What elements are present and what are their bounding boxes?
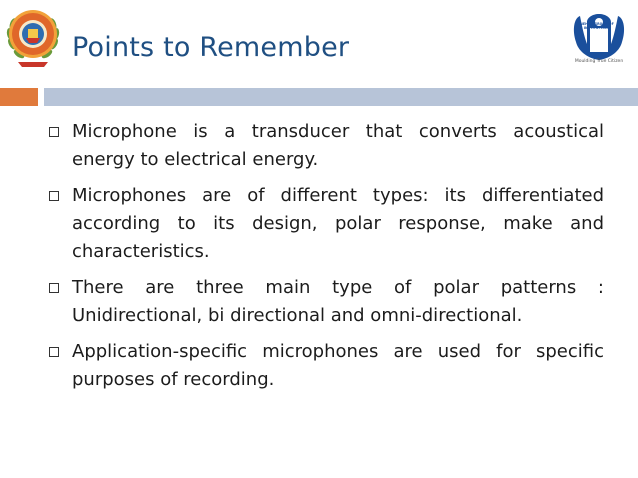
bullet-text: Application-specific microphones are used for specific purposes of recording.	[72, 341, 604, 390]
bullet-item	[48, 118, 604, 174]
accent-bar	[0, 88, 38, 106]
bullet-list	[48, 118, 604, 402]
bullet-item	[48, 274, 604, 330]
slide-title: Points to Remember	[72, 32, 350, 63]
brand-name: NEHRU GROUP OF INSTITUTIONS	[580, 22, 614, 30]
bullet-text: There are three main type of polar patterns : Unidirectional, bi directional and omni-directional.	[72, 277, 604, 326]
square-bullet-icon	[49, 191, 59, 201]
bullet-item	[48, 338, 604, 394]
square-bullet-icon	[49, 127, 59, 137]
college-emblem-icon	[4, 4, 62, 68]
title-divider-bar	[44, 88, 638, 106]
square-bullet-icon	[49, 283, 59, 293]
brand-tagline: Moulding True Citizen	[574, 59, 624, 64]
bullet-item	[48, 182, 604, 266]
square-bullet-icon	[49, 347, 59, 357]
bullet-text: Microphone is a transducer that converts acoustical energy to electrical energy.	[72, 121, 604, 170]
nehru-group-logo-icon	[566, 8, 632, 66]
bullet-text: Microphones are of different types: its differentiated according to its design, polar response, make and characteristics.	[72, 185, 604, 262]
